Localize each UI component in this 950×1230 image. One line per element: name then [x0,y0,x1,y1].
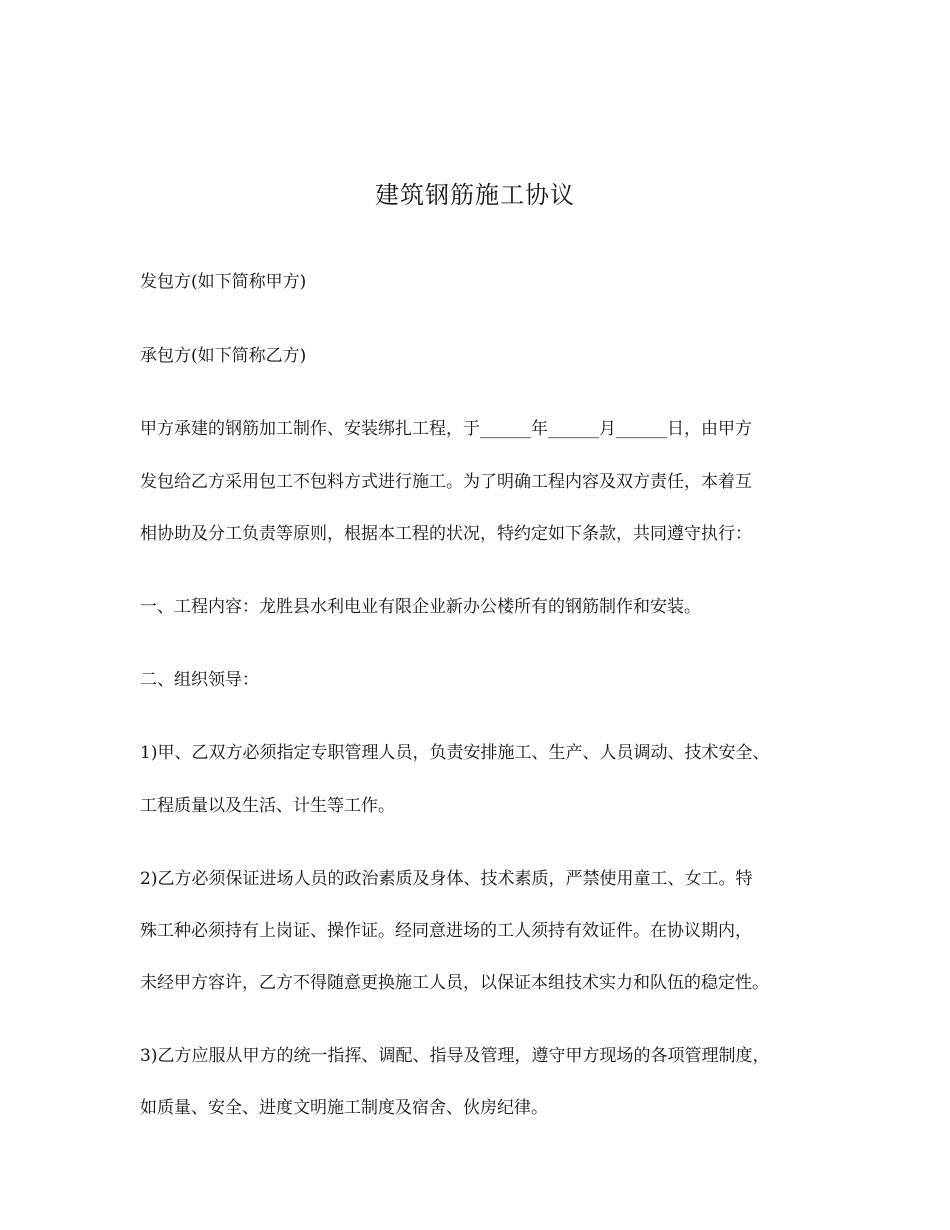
party-a-line: 发包方(如下简称甲方) [140,272,307,292]
clause-2-line: 2)乙方必须保证进场人员的政治素质及身体、技术素质，严禁使用童工、女工。特 [140,869,753,889]
clause-1-line: 1)甲、乙双方必须指定专职管理人员，负责安排施工、生产、人员调动、技术安全、 [140,743,770,763]
clause-2-line: 殊工种必须持有上岗证、操作证。经同意进场的工人须持有效证件。在协议期内， [140,921,752,941]
clause-2-line: 未经甲方容许，乙方不得随意更换施工人员，以保证本组技术实力和队伍的稳定性。 [140,973,769,993]
document-title: 建筑钢筋施工协议 [375,181,575,209]
intro-paragraph-line: 甲方承建的钢筋加工制作、安装绑扎工程，于______年______月______日，由甲方 [140,419,752,439]
intro-paragraph-line: 相协助及分工负责等原则，根据本工程的状况，特约定如下条款，共同遵守执行： [140,524,752,544]
clause-3-line: 如质量、安全、进度文明施工制度及宿舍、伙房纪律。 [140,1098,548,1118]
party-b-line: 承包方(如下简称乙方) [140,346,307,366]
section-1-line: 一、工程内容：龙胜县水利电业有限企业新办公楼所有的钢筋制作和安装。 [140,597,701,617]
clause-3-line: 3)乙方应服从甲方的统一指挥、调配、指导及管理，遵守甲方现场的各项管理制度， [140,1046,770,1066]
clause-1-line: 工程质量以及生活、计生等工作。 [140,796,395,816]
intro-paragraph-line: 发包给乙方采用包工不包料方式进行施工。为了明确工程内容及双方责任，本着互 [140,472,752,492]
section-2-heading: 二、组织领导： [140,670,259,690]
